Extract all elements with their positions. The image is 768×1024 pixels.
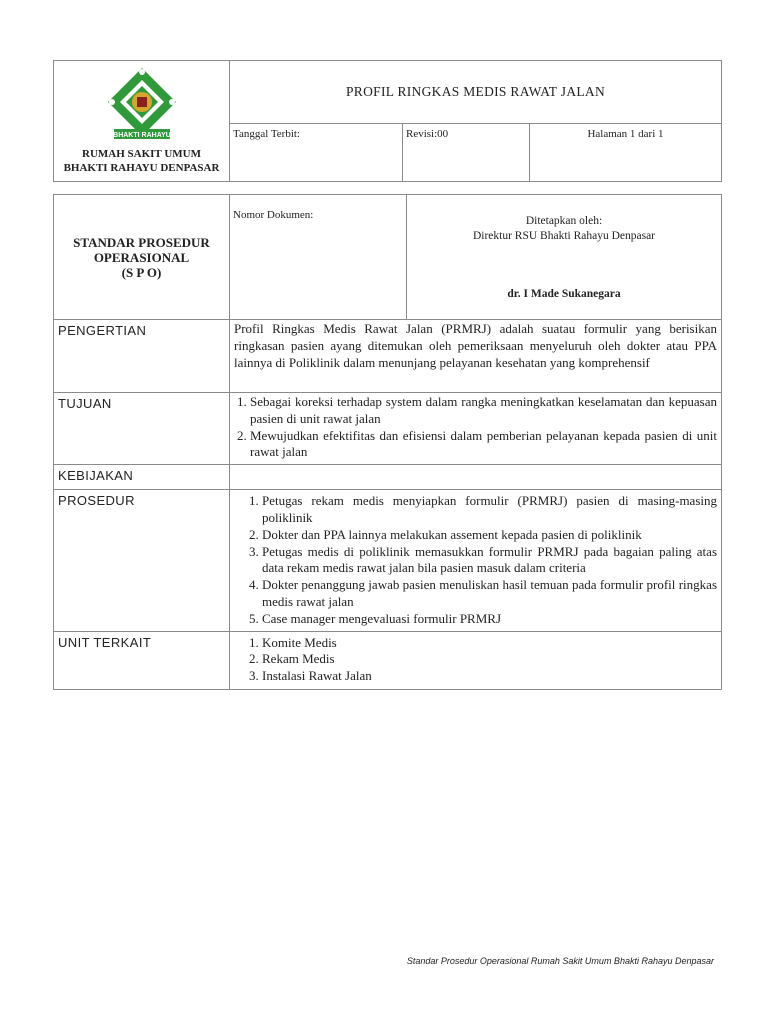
tujuan-content [230,393,722,465]
list-item: 4. Dokter penanggung jawab pasien menuliskan hasil temuan pada formulir profil ringkas medis rawat jalan [262,577,717,611]
list-item: 2. Mewujudkan efektifitas dan efisiensi dalam pemberian pelayanan kepada pasien di unit rawat jalan [250,428,717,462]
document-header [53,60,722,182]
list-item: 1. Petugas rekam medis menyiapkan formulir (PRMRJ) pasien di masing-masing poliklinik [262,493,717,527]
kebijakan-content [230,465,722,490]
kebijakan-label: KEBIJAKAN [54,465,230,490]
tujuan-label: TUJUAN [54,393,230,465]
list-item: 2. Rekam Medis [262,651,717,668]
spo-title: STANDAR PROSEDUR OPERASIONAL (S P O) [54,195,230,320]
tujuan-list [234,394,717,461]
unit-terkait-content [230,631,722,689]
unit-terkait-label: UNIT TERKAIT [54,631,230,689]
list-item: 1. Sebagai koreksi terhadap system dalam rangka meningkatkan keselamatan dan kepuasan pasien di unit rawat jalan [250,394,717,428]
document-footer: Standar Prosedur Operasional Rumah Sakit Umum Bhakti Rahayu Denpasar [406,956,714,966]
list-item: 3. Petugas medis di poliklinik memasukkan formulir PRMRJ pada bagaian paling atas data rekam medis rawat jalan bila pasien masuk dalam criteria [262,544,717,578]
halaman-cell: Halaman 1 dari 1 [530,124,722,182]
hospital-logo-cell [54,61,230,182]
list-item: 2. Dokter dan PPA lainnya melakukan assement kepada pasien di poliklinik [262,527,717,544]
director-name: dr. I Made Sukanegara [507,288,621,300]
hospital-logo-icon [102,66,182,142]
unit-terkait-list [234,635,717,685]
tanggal-terbit-cell: Tanggal Terbit: [230,124,403,182]
pengertian-text: Profil Ringkas Medis Rawat Jalan (PRMRJ) adalah suatau formulir yang berisikan ringkasan pasien ayang ditemukan oleh pemeriksaan menyeluruh oleh dokter atau PPA lainnya di Poliklinik dalam menunjang pelayanan kesehatan yang komprehensif [230,320,722,393]
svg-text:BHAKTI RAHAYU: BHAKTI RAHAYU [112,132,171,139]
hospital-logo [54,66,229,147]
ditetapkan-cell [407,195,722,320]
list-item: 1. Komite Medis [262,635,717,652]
revisi-cell: Revisi:00 [403,124,530,182]
prosedur-list [234,493,717,627]
list-item: 3. Instalasi Rawat Jalan [262,668,717,685]
prosedur-label: PROSEDUR [54,490,230,631]
document-title: PROFIL RINGKAS MEDIS RAWAT JALAN [230,61,722,124]
prosedur-content [230,490,722,631]
pengertian-label: PENGERTIAN [54,320,230,393]
director-title: Direktur RSU Bhakti Rahayu Denpasar [472,230,656,242]
list-item: 5. Case manager mengevaluasi formulir PRMRJ [262,611,717,628]
nomor-dokumen-cell: Nomor Dokumen: [230,195,407,320]
ditetapkan-label: Ditetapkan oleh: [525,215,603,227]
spo-table [53,194,722,690]
hospital-name: RUMAH SAKIT UMUM BHAKTI RAHAYU DENPASAR [63,148,220,174]
